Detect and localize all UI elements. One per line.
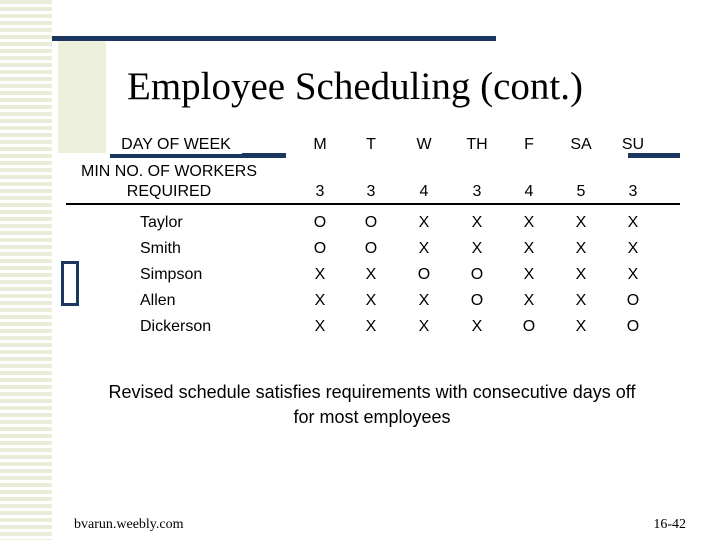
requirement-value: 3 xyxy=(472,183,482,200)
schedule-cell: X xyxy=(523,292,535,309)
requirement-value: 3 xyxy=(366,183,376,200)
employee-name: Simpson xyxy=(140,266,203,283)
employee-name: Smith xyxy=(140,240,181,257)
schedule-cell: O xyxy=(470,292,484,309)
schedule-cell: X xyxy=(418,240,430,257)
requirement-value: 5 xyxy=(576,183,586,200)
schedule-cell: X xyxy=(627,266,639,283)
table-divider xyxy=(66,203,680,205)
schedule-cell: X xyxy=(575,292,587,309)
footer-source: bvarun.weebly.com xyxy=(74,517,184,532)
slide-title: Employee Scheduling (cont.) xyxy=(127,65,583,108)
decorative-outline-rect xyxy=(61,261,79,306)
schedule-cell: X xyxy=(575,214,587,231)
title-accent-bar xyxy=(52,36,496,41)
schedule-cell: O xyxy=(626,292,640,309)
day-header: W xyxy=(416,136,432,153)
schedule-cell: O xyxy=(313,240,327,257)
schedule-cell: X xyxy=(575,266,587,283)
schedule-cell: O xyxy=(364,214,378,231)
schedule-cell: X xyxy=(418,318,430,335)
summary-note: Revised schedule satisfies requirements with consecutive days off for most employees xyxy=(108,382,636,427)
day-header: T xyxy=(366,136,376,153)
day-header: TH xyxy=(466,136,488,153)
schedule-cell: O xyxy=(626,318,640,335)
requirement-value: 3 xyxy=(315,183,325,200)
schedule-cell: X xyxy=(365,292,377,309)
schedule-cell: X xyxy=(365,266,377,283)
day-header: F xyxy=(524,136,534,153)
min-workers-label: MIN NO. OF WORKERS REQUIRED xyxy=(81,163,257,200)
requirement-value: 4 xyxy=(419,183,429,200)
schedule-cell: X xyxy=(365,318,377,335)
schedule-cell: X xyxy=(523,266,535,283)
schedule-cell: X xyxy=(418,214,430,231)
day-header: SA xyxy=(570,136,592,153)
schedule-cell: X xyxy=(314,266,326,283)
schedule-cell: O xyxy=(364,240,378,257)
schedule-cell: X xyxy=(418,292,430,309)
decorative-box xyxy=(58,38,106,153)
schedule-cell: X xyxy=(314,292,326,309)
schedule-cell: O xyxy=(417,266,431,283)
employee-name: Taylor xyxy=(140,214,183,231)
day-header: SU xyxy=(621,136,645,153)
employee-name: Dickerson xyxy=(140,318,212,335)
requirement-value: 4 xyxy=(524,183,534,200)
schedule-cell: X xyxy=(523,240,535,257)
schedule-cell: X xyxy=(471,214,483,231)
schedule-cell: X xyxy=(523,214,535,231)
schedule-cell: X xyxy=(471,318,483,335)
schedule-cell: X xyxy=(575,240,587,257)
day-of-week-label: DAY OF WEEK xyxy=(110,135,242,154)
decorative-stripes xyxy=(0,0,52,540)
schedule-cell: X xyxy=(627,240,639,257)
schedule-cell: X xyxy=(314,318,326,335)
schedule-cell: O xyxy=(522,318,536,335)
schedule-cell: X xyxy=(575,318,587,335)
requirement-value: 3 xyxy=(628,183,638,200)
day-header: M xyxy=(313,136,327,153)
employee-name: Allen xyxy=(140,292,176,309)
schedule-cell: X xyxy=(627,214,639,231)
schedule-cell: O xyxy=(313,214,327,231)
slide-number: 16-42 xyxy=(653,517,686,532)
schedule-cell: X xyxy=(471,240,483,257)
schedule-cell: O xyxy=(470,266,484,283)
